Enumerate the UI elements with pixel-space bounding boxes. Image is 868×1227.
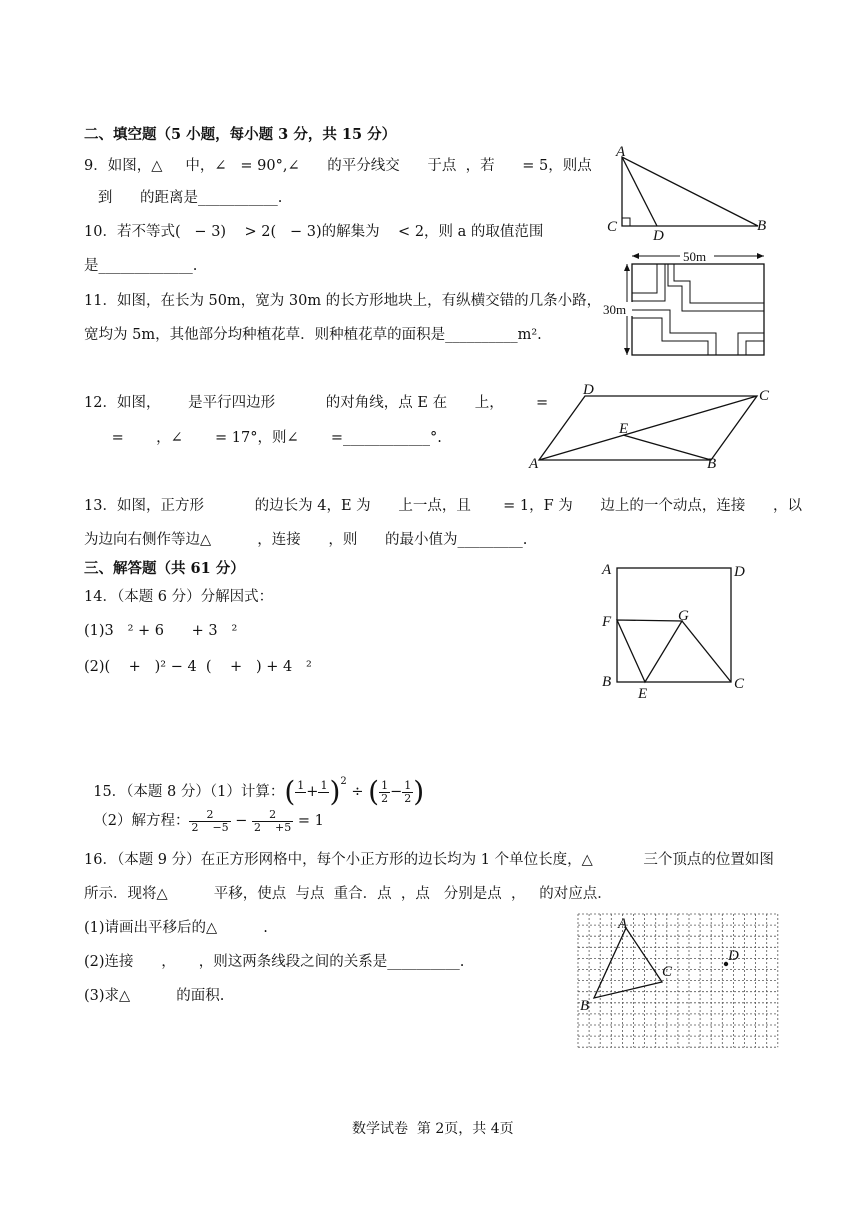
arrow-right [757,253,764,259]
triangle-abc [594,928,662,998]
triangle-abc [622,157,758,226]
label-f: F [602,614,612,630]
q13-line-2: 为边向右侧作等边△ ，连接 ，则 的最小值为_________. [84,532,528,548]
q16-part-3: (3)求△ 的面积. [84,988,225,1004]
arrow-up [624,264,630,271]
label-d: D [728,948,739,964]
label-b: B [602,674,612,690]
equation-fraction-1: $\frac{2}{2 -5}$ [191,807,229,834]
arrow-down [624,348,630,355]
label-a: A [618,916,628,932]
diagonal-ac [539,396,757,460]
road-lines [632,264,764,355]
label-e: E [619,421,629,437]
q15-part-1: 15．（本题 8 分）（1）计算：( 1 + 1 )$^2$ ÷ ( $\frac{1}{2}$ − $\frac{1}{2}$ ) [93,775,425,808]
fraction-1: 1 [297,778,305,792]
square-abcd [617,568,731,682]
segment-gc [682,621,731,682]
q10-line-2: 是_____________. [84,258,198,274]
label-a: A [602,562,612,578]
fraction-4: $\frac{1}{2}$ [404,778,412,805]
plus-sign: + [306,784,319,800]
section-2-heading: 二、填空题（5 小题，每小题 3 分，共 15 分） [84,126,397,143]
right-angle-mark [622,218,630,226]
equation-fraction-2: $\frac{2}{2 +5}$ [254,807,292,834]
q14-part-1: (1)3 ² + 6 + 3 ² [84,623,238,639]
q12-line-2: = ，∠ = 17°，则∠ =____________°. [84,430,442,446]
q15-prefix: 15．（本题 8 分）（1）计算： [93,784,285,800]
q16-grid-figure [576,912,780,1050]
exponent: 2 [340,776,347,787]
label-d: D [734,564,745,580]
dashed-grid [578,914,778,1047]
label-d: D [583,384,594,398]
label-e: E [638,686,648,702]
q16-line-1: 16．（本题 9 分）在正方形网格中，每个小正方形的边长均为 1 个单位长度，△ 三个顶点的位置如图 [84,852,774,868]
label-b: B [707,456,717,472]
label-c: C [662,964,673,980]
label-b: B [757,218,767,234]
q16-line-2: 所示．现将△ 平移，使点 与点 重合．点 ，点 分别是点 ， 的对应点． [84,886,612,902]
label-c: C [607,219,618,235]
q12-line-1: 12．如图， 是平行四边形 的对角线，点 E 在 上， = [84,395,549,411]
fraction-2: 1 [320,778,328,792]
equals-one: = 1 [297,813,324,829]
label-a: A [616,144,626,160]
height-label: 30m [603,302,627,317]
q10-line-1: 10．若不等式( − 3) > 2( − 3)的解集为 < 2，则 a 的取值范围 [84,224,544,240]
q13-square-figure [598,556,758,702]
q16-part-1: (1)请画出平移后的△ . [84,920,268,936]
label-b: B [580,998,590,1014]
q9-line-1: 9．如图，△ 中，∠ = 90°,∠ 的平分线交 于点 ，若 = 5，则点 [84,158,592,174]
label-d: D [653,228,664,242]
segment-ad [622,157,657,226]
arrow-left [632,253,639,259]
fraction-3: $\frac{1}{2}$ [381,778,389,805]
q16-part-2: (2)连接 ， ，则这两条线段之间的关系是__________. [84,954,465,970]
width-label: 50m [683,249,707,264]
label-c: C [734,676,745,692]
q11-line-2: 宽均为 5m，其他部分均种植花草．则种植花草的面积是__________m². [84,327,542,343]
q14-part-2: (2)( + )² − 4 ( + ) + 4 ² [84,659,312,675]
label-a: A [529,456,539,472]
segment-be [623,435,711,460]
label-c: C [759,388,770,404]
q9-triangle-figure [600,142,775,242]
q12-parallelogram-figure [527,384,773,474]
divide-sign: ÷ [351,784,364,800]
q9-line-2: 到 的距离是___________. [84,190,283,206]
q13-line-1: 13．如图，正方形 的边长为 4，E 为 上一点，且 = 1，F 为 边上的一个动点，连接 ，以 [84,498,803,514]
minus-sign: − [390,784,403,800]
q15-part-2: （2）解方程： $\frac{2}{2 -5}$ − $\frac{2}{2 +5}$ = 1 [93,807,324,834]
label-g: G [678,608,689,624]
page-footer: 数学试卷 第 2页，共 4页 [352,1121,514,1137]
section-3-heading: 三、解答题（共 61 分） [84,560,245,577]
q11-line-1: 11．如图，在长为 50m，宽为 30m 的长方形地块上，有纵横交错的几条小路， [84,293,602,309]
q11-field-figure [598,246,770,360]
q14-title: 14．（本题 6 分）分解因式： [84,589,274,605]
triangle-efg [617,620,682,682]
q15-part-2-prefix: （2）解方程： [93,813,190,829]
